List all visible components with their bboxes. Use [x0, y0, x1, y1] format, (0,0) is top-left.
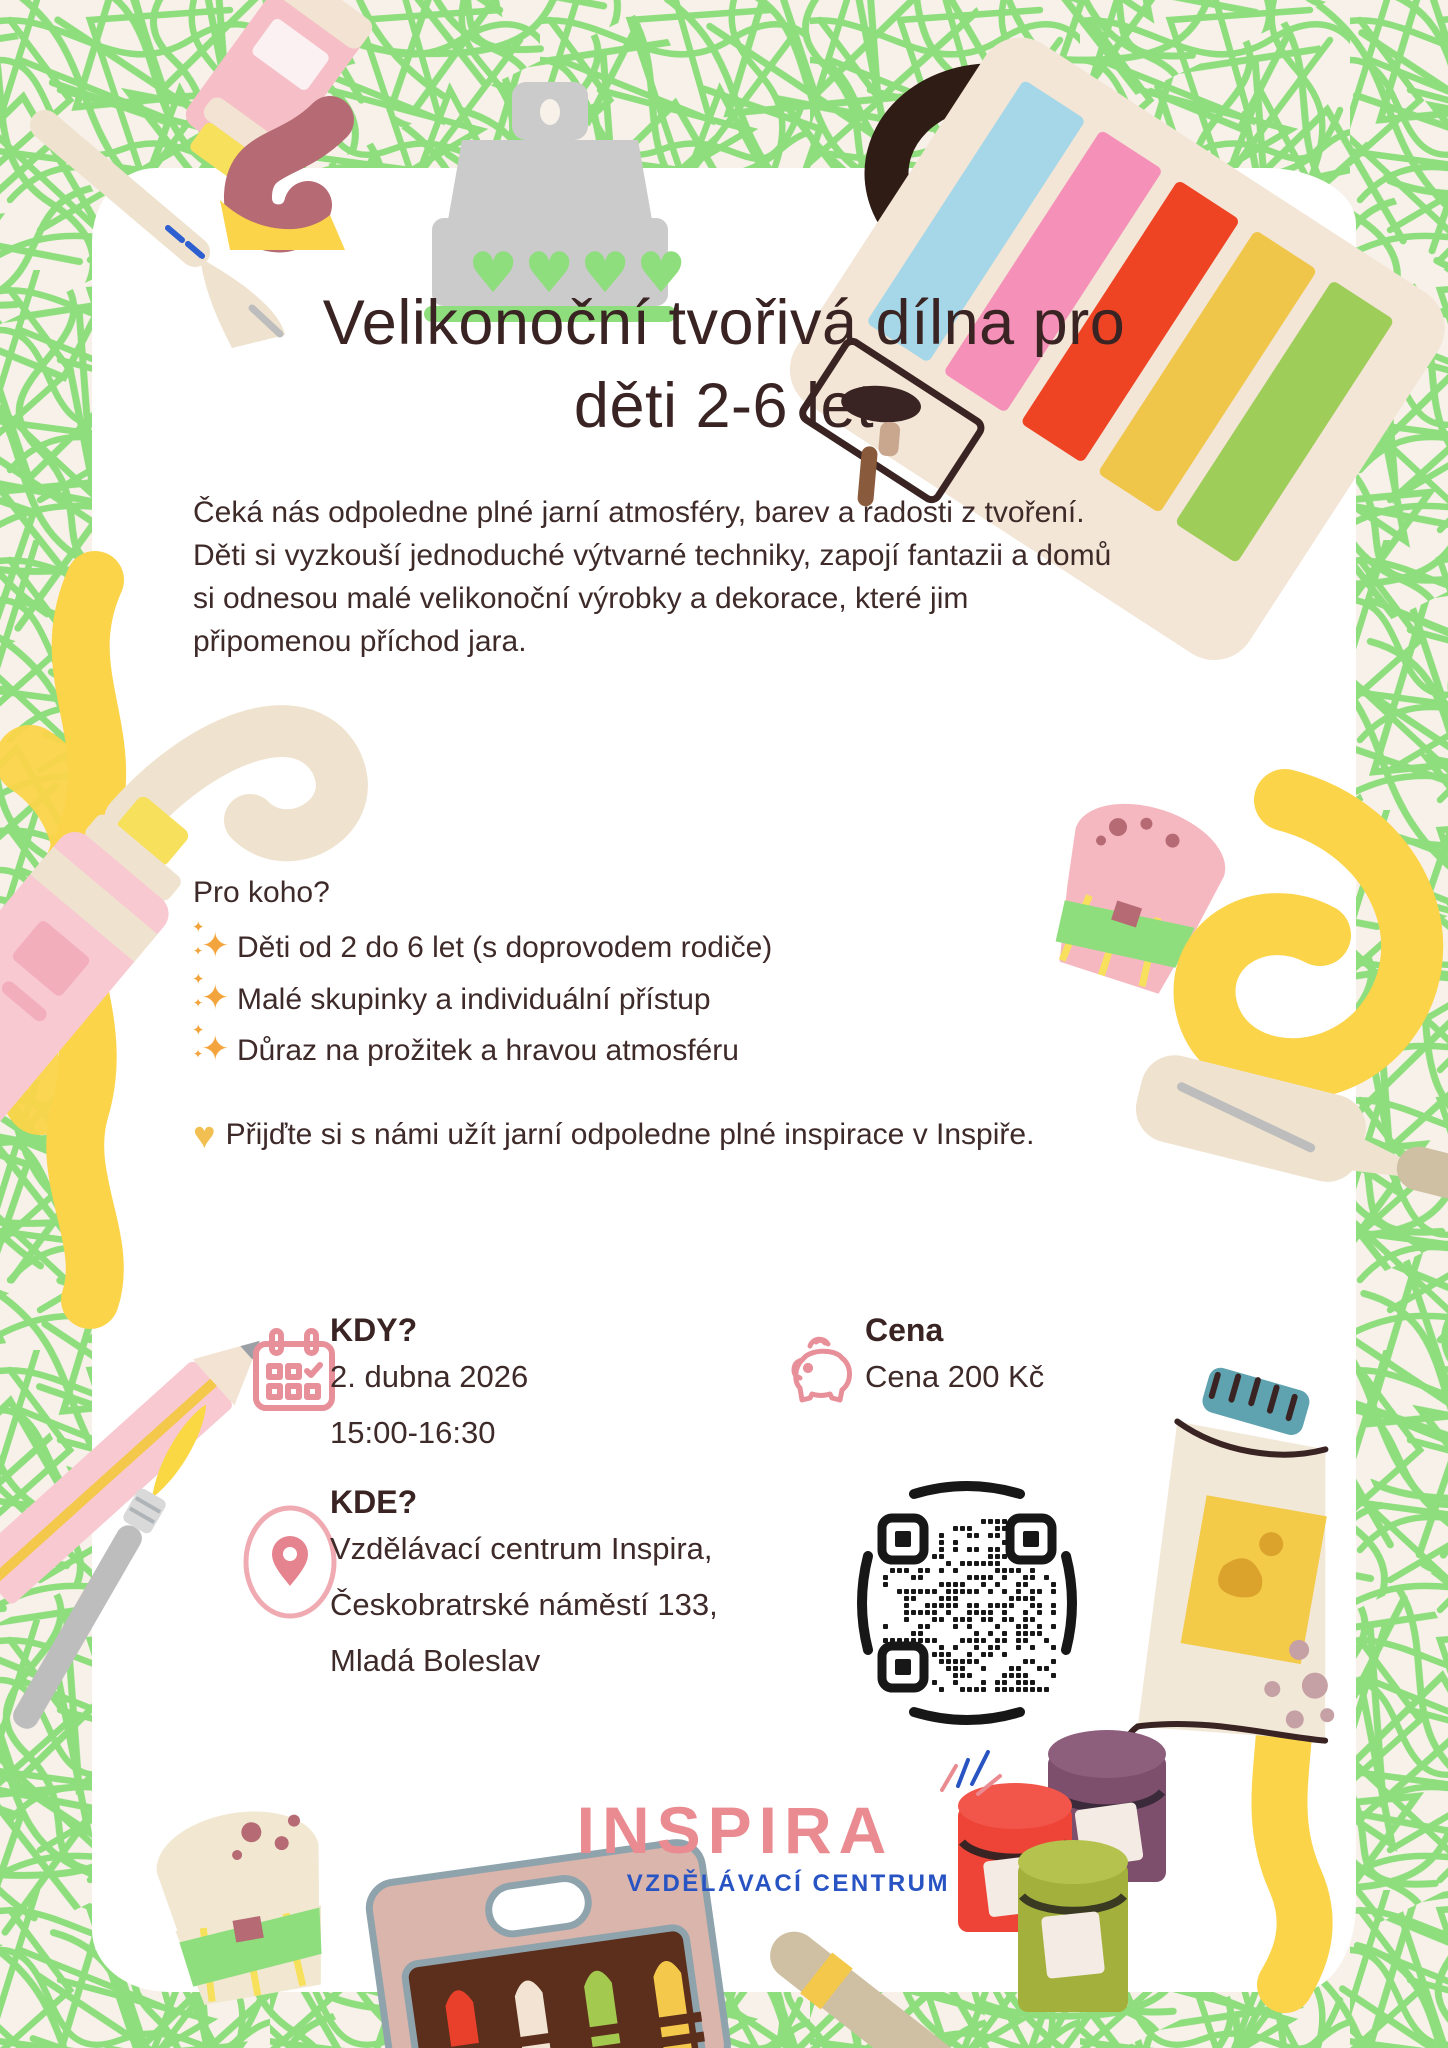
- logo-name: INSPIRA: [576, 1793, 894, 1867]
- brush-handle-icon: [759, 1920, 1043, 2048]
- cupcake-bottom-left-icon: [149, 1799, 342, 2009]
- svg-text:♥: ♥: [468, 241, 519, 306]
- price-value: Cena 200 Kč: [865, 1359, 1045, 1394]
- svg-text:♥: ♥: [580, 241, 631, 306]
- sparkle-icon: ✦ ✦ ✦: [192, 919, 230, 966]
- list-item: [192, 970, 1173, 1020]
- sparkle-icon: ✦ ✦ ✦: [192, 1022, 230, 1069]
- logo-subtitle: VZDĚLÁVACÍ CENTRUM: [626, 1870, 950, 1897]
- audience-heading: Pro koho?: [193, 876, 330, 909]
- price-section: [865, 1312, 1044, 1405]
- svg-text:♥: ♥: [636, 241, 687, 306]
- when-date: 2. dubna 2026: [330, 1359, 529, 1394]
- invite-text: Přijďte si s námi užít jarní odpoledne plné inspirace v Inspiře.: [225, 1118, 1035, 1151]
- where-section: [330, 1484, 718, 1689]
- audience-item-label: Malé skupinky a individuální přístup: [237, 982, 711, 1016]
- heart-icon: ♥: [193, 1115, 216, 1157]
- paint-tube-top-left-icon: [169, 0, 377, 250]
- where-line-1: Vzdělávací centrum Inspira,: [330, 1531, 713, 1566]
- sparkle-icon: ✦ ✦ ✦: [192, 970, 230, 1017]
- title-line-1: Velikonoční tvořivá dílna pro: [322, 288, 1126, 358]
- where-line-3: Mladá Boleslav: [330, 1643, 541, 1678]
- list-item: [192, 1022, 1173, 1071]
- audience-section: [193, 872, 1173, 1072]
- svg-text:♥: ♥: [524, 241, 575, 306]
- intro-paragraph: Čeká nás odpoledne plné jarní atmosféry, barev a radosti z tvoření. Děti si vyzkouší jednoduché výtvarné techniky, zapojí fantazii a domů si odnesou malé velikonoční výrobky a dekorace, které jim připomenou příchod jara.: [193, 496, 1112, 658]
- qr-code: [852, 1478, 1082, 1728]
- when-section: [330, 1312, 528, 1461]
- when-heading: KDY?: [330, 1312, 418, 1348]
- pencil-icon: [0, 1318, 281, 1606]
- where-heading: KDE?: [330, 1484, 418, 1520]
- where-line-2: Českobratrské náměstí 133,: [330, 1587, 718, 1622]
- logo-burst-icon: [928, 1742, 1008, 1812]
- audience-item-label: Důraz na prožitek a hravou atmosféru: [237, 1034, 739, 1068]
- calendar-icon: [248, 1326, 340, 1418]
- audience-item-label: Děti od 2 do 6 let (s doprovodem rodiče): [237, 931, 773, 965]
- list-item: [192, 919, 1173, 968]
- invite-line: [193, 1108, 1063, 1165]
- title-line-2: děti 2-6 let: [573, 371, 875, 442]
- piggy-bank-icon: [780, 1326, 864, 1410]
- price-heading: Cena: [865, 1312, 944, 1348]
- inspira-logo: [520, 1792, 950, 1898]
- when-time: 15:00-16:30: [330, 1415, 496, 1450]
- location-pin-icon: [240, 1502, 340, 1622]
- page-title: [142, 282, 1306, 448]
